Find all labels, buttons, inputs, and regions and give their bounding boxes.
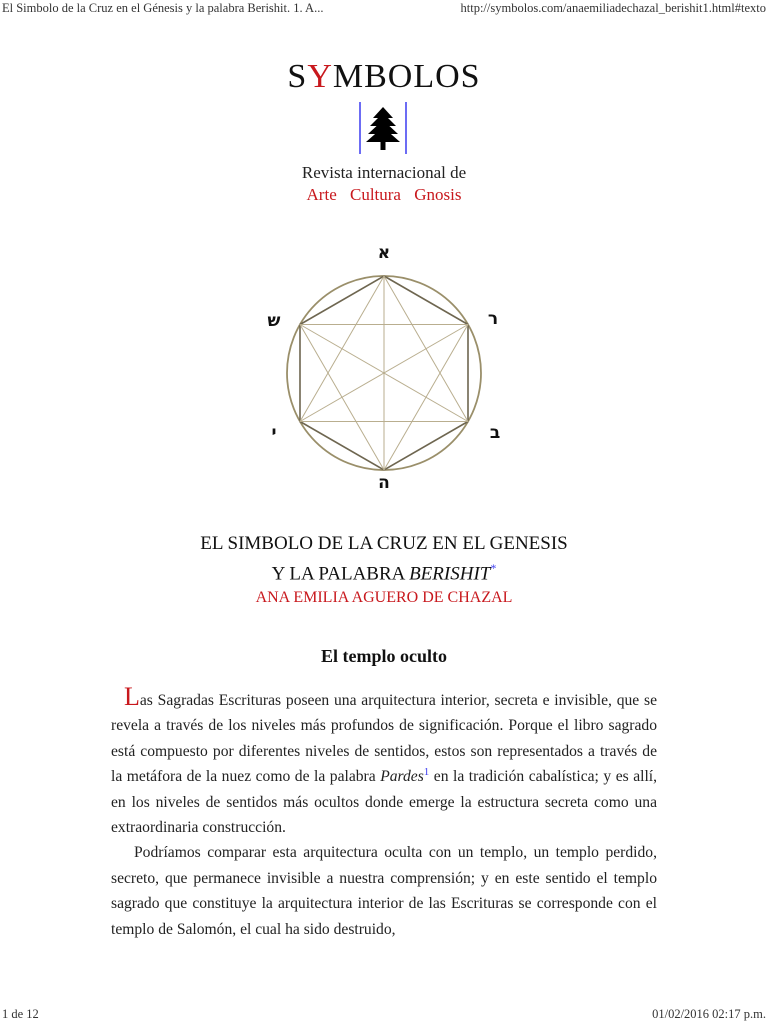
- title-prefix: Y LA PALABRA: [271, 563, 405, 585]
- drop-cap: L: [124, 682, 140, 711]
- paragraph-1: [111, 684, 657, 840]
- hebrew-letter-resh: ר: [487, 309, 499, 329]
- brand-part-y: Y: [307, 58, 333, 95]
- paragraph-2: Podríamos comparar esta arquitectura oculta con un templo, un templo perdido, secreto, que permanece invisible a nuestra comprensión; y en este sentido el templo sagrado que constituye la arquitectura interior de las Escrituras se corresponde con el templo de Salomón, el cual ha sido destruido,: [111, 844, 657, 938]
- print-header: [0, 0, 768, 18]
- print-footer: [0, 1004, 768, 1024]
- tree-logo-icon[interactable]: [359, 102, 407, 154]
- brand-part-2: MBOLOS: [332, 58, 481, 95]
- site-subtitle: Revista internacional de: [301, 163, 467, 182]
- hebrew-letter-bet: ב: [489, 423, 501, 443]
- paragraph-1-text-a: as Sagradas Escrituras poseen una arquitectura interior, secreta e invisible, que se revela a través de los niveles más profundos de significación. Porque el libro sagrado está compuesto por diferentes niveles de sentidos, estos son representados a través de la metáfora de la nuez como de la palabra: [111, 692, 657, 786]
- article-author: ANA EMILIA AGUERO DE CHAZAL: [255, 589, 513, 606]
- footnote-link-1[interactable]: 1: [423, 766, 430, 779]
- paragraph-1-text-b: en la tradición cabalística; y es allí, en los niveles de sentidos más ocultos donde emerge la estructura secreta como una extraordinaria construcción.: [111, 768, 658, 837]
- article-title-line1: EL SIMBOLO DE LA CRUZ EN EL GENESIS: [200, 533, 568, 554]
- site-brand[interactable]: [0, 58, 768, 96]
- site-tagline: Arte Cultura Gnosis: [306, 185, 462, 204]
- brand-part-1: S: [287, 58, 308, 95]
- pardes-term: Pardes: [380, 768, 424, 786]
- section-heading: El templo oculto: [321, 646, 447, 666]
- hebrew-letter-he: ה: [378, 473, 390, 490]
- hebrew-letter-yod: י: [271, 423, 277, 443]
- print-date: 01/02/2016 02:17 p.m.: [652, 1007, 766, 1021]
- title-footnote-link[interactable]: *: [490, 561, 497, 575]
- hebrew-letter-shin: ש: [267, 311, 281, 331]
- page-number: 1 de 12: [2, 1007, 39, 1021]
- article-title-line2: [0, 556, 768, 586]
- title-italic-word: BERISHIT: [409, 563, 491, 585]
- article-body: [111, 684, 657, 942]
- print-page-title: El Simbolo de la Cruz en el Génesis y la palabra Berishit. 1. A...: [2, 1, 324, 15]
- print-page-url[interactable]: http://symbolos.com/anaemiliadechazal_berishit1.html#texto: [460, 1, 766, 15]
- article-title: [0, 532, 768, 586]
- hebrew-letter-aleph: א: [377, 243, 391, 263]
- hexagram-figure: [260, 240, 510, 490]
